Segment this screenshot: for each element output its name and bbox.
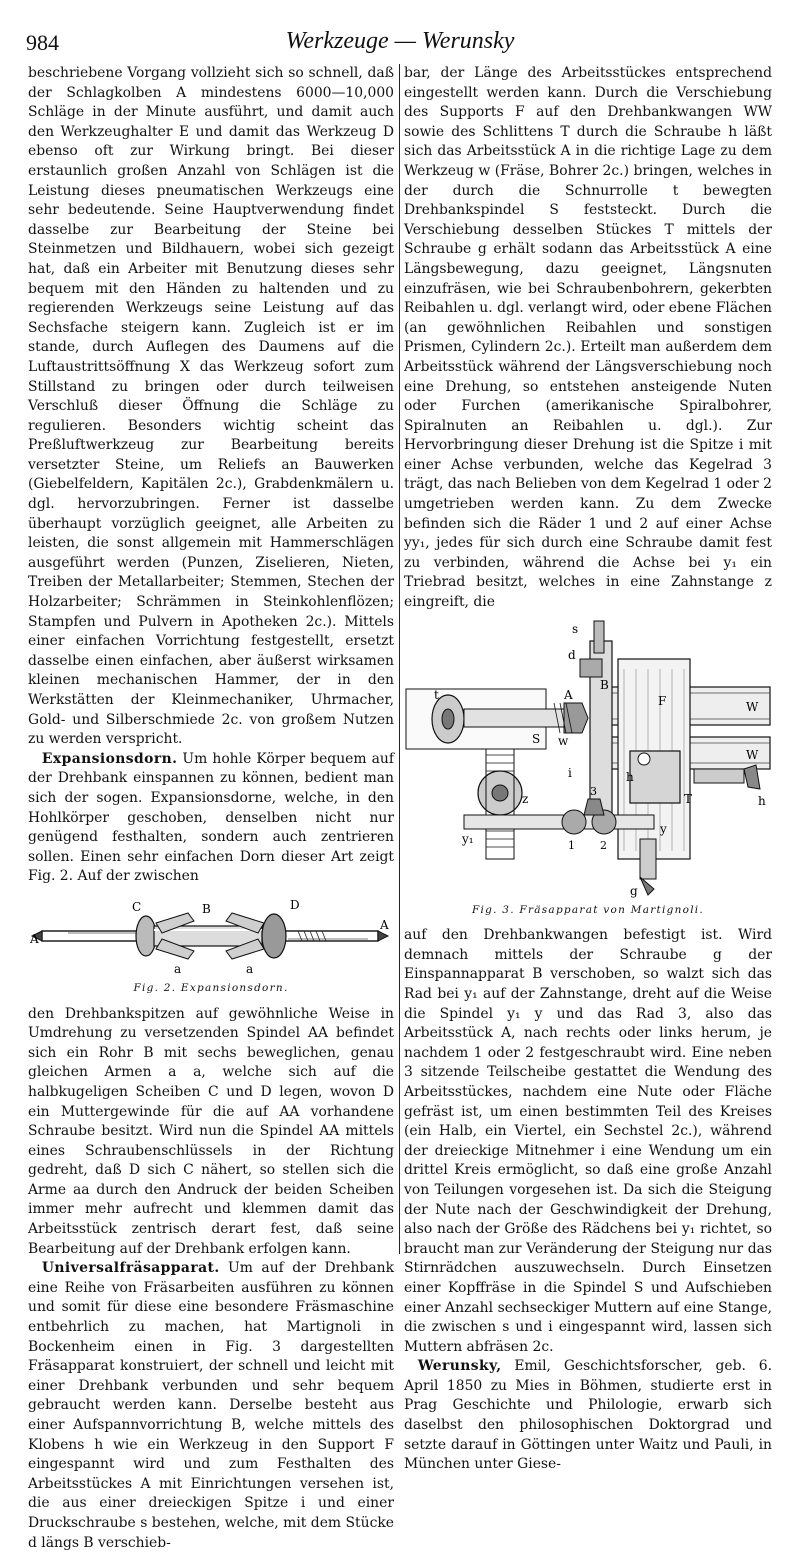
fig3-caption: Fig. 3. Fräsapparat von Martignoli.: [471, 903, 705, 916]
paragraph-spindel: den Drehbankspitzen auf gewöhnliche Weise in Umdrehung zu versetzenden Spindel AA befindet sich ein Rohr B mit sechs beweglichen, genau gleichen Armen a a, welche sich auf die halbkugeligen Scheiben C und D legen, wovon D ein Muttergewinde für die auf AA vorhandene Schraube besitzt. Wird nun die Spindel AA mittels eines Schraubenschlüssels in der Richtung gedreht, daß D sich C nähert, so stellen sich die Arme aa durch den Andruck der beiden Scheiben immer mehr aufrecht und klemmen damit das Arbeitsstück zentrisch derart fest, daß seine Bearbeitung auf der Drehbank erfolgen kann.: [28, 1005, 394, 1257]
fig3-label-B: B: [600, 677, 609, 692]
fig3-label-y: y: [660, 821, 667, 836]
fig2-label-a-left: a: [174, 961, 182, 976]
paragraph-universalfraesapparat: [28, 1259, 394, 1553]
fig2-label-a-right: a: [246, 961, 254, 976]
running-title: Werkzeuge — Werunsky: [285, 28, 515, 54]
fig3-label-h2: h: [758, 793, 766, 808]
fig2-caption: Fig. 2. Expansionsdorn.: [133, 981, 289, 994]
fig3-label-1: 1: [568, 838, 575, 852]
fig3-label-s: s: [572, 621, 579, 636]
fig3-label-y1: y₁: [462, 831, 474, 846]
fig3-label-w: w: [558, 733, 569, 748]
figure-3: [404, 619, 772, 921]
fig3-label-d: d: [568, 647, 576, 662]
fraesapparat-illustration: [404, 619, 772, 899]
expansionsdorn-illustration: [28, 893, 394, 977]
page-number: 984: [26, 30, 59, 55]
fig3-label-S: S: [532, 731, 541, 746]
entry-heading-werunsky: Werunsky,: [417, 1358, 502, 1375]
right-column: [404, 64, 772, 1473]
fig3-label-i: i: [568, 765, 572, 780]
paragraph-text: Um hohle Körper bequem auf der Drehbank einspannen zu können, bedient man sich der sogen. Expansionsdorne, welche, in den Hohlkörper geschoben, denselben nicht nur genügend festhalten, sondern auch zentrieren sollen. Einen sehr einfachen Dorn dieser Art zeigt Fig. 2. Auf der zwischen: [28, 750, 394, 885]
fig3-label-h1: h: [626, 769, 634, 784]
paragraph-text: Um auf der Drehbank eine Reihe von Fräsarbeiten ausführen zu können und somit für diese eine besondere Fräsmaschine entbehrlich zu machen, hat Martignoli in Bockenheim einen in Fig. 3 dargestellten Fräsapparat konstruiert, der schnell und leicht mit einer Drehbank verbunden und sehr bequem gebraucht werden kann. Derselbe besteht aus einer Aufspannvorrichtung B, welche mittels des Klobens h wie ein Werkzeug in den Support F eingespannt wird und zum Festhalten des Arbeitsstückes A mit Einrichtungen versehen ist, die aus einer dreieckigen Spitze i und einer Druckschraube s bestehen, welche, mit dem Stücke d längs B verschieb-: [28, 1260, 394, 1551]
paragraph-expansionsdorn: [28, 750, 394, 887]
paragraph-werunsky: [404, 1357, 772, 1475]
paragraph-drehbankwangen: auf den Drehbankwangen befestigt ist. Wird demnach mittels der Schraube g der Einspannapparat B verschoben, so walzt sich das Rad bei y₁ auf der Zahnstange, dreht auf die Weise die Spindel y₁ y und das Rad 3, also das Arbeitsstück A, nach rechts oder links herum, je nachdem 1 oder 2 festgeschraubt wird. Eine neben 3 sitzende Teilscheibe gestattet die Wendung des Arbeitsstückes, nachdem eine Nute oder Fläche gefräst ist, um einen bestimmten Teil des Kreises (ein Halb, ein Viertel, ein Sechstel 2c.), während der dreieckige Mitnehmer i eine Wendung um ein drittel Kreis ermöglicht, so daß eine große Anzahl von Teilungen vorgesehen ist. Da sich die Steigung der Nute nach der Geschwindigkeit der Drehung, also nach der Größe des Rädchens bei y₁ richtet, so braucht man zur Veränderung der Steigung nur das Stirnrädchen auszuwechseln. Durch Einsetzen einer Kopffräse in die Spindel S und Aufschieben einer Anzahl sechseckiger Muttern auf eine Stange, die zwischen s und i eingespannt wird, lassen sich Muttern abfräsen 2c.: [404, 927, 772, 1355]
fig3-label-T: T: [684, 791, 693, 806]
figure-2: [28, 893, 394, 999]
fig3-label-z: z: [522, 791, 529, 806]
paragraph-text: Emil, Geschichtsforscher, geb. 6. April 1850 zu Mies in Böhmen, studierte erst in Prag Geschichte und Philologie, erwarb sich daselbst den philosophischen Doktorgrad und setzte darauf in Göttingen unter Waitz und Pauli, in München unter Giese-: [404, 1358, 772, 1473]
fig3-label-2: 2: [600, 838, 607, 852]
fig2-label-A-left: A: [30, 931, 39, 946]
fig3-label-F: F: [658, 693, 667, 708]
paragraph-fraesapparat-cont: bar, der Länge des Arbeitsstückes entsprechend eingestellt werden kann. Durch die Verschiebung des Supports F auf den Drehbankwangen WW sowie des Schlittens T durch die Schraube h läßt sich das Arbeitsstück A in die richtige Lage zu dem Werkzeug w (Fräse, Bohrer 2c.) bringen, welches in der durch die Schnurrolle t bewegten Drehbankspindel S feststeckt. Durch die Verschiebung desselben Stückes T mittels der Schraube g erhält sodann das Arbeitsstück A eine Längsbewegung, dazu geeignet, Längsnuten einzufräsen, wie bei Schraubenbohrern, gekerbten Reibahlen u. dgl. verlangt wird, oder ebene Flächen (an gewöhnlichen Reibahlen und sonstigen Prismen, Cylindern 2c.). Erteilt man außerdem dem Arbeitsstück während der Längsverschiebung noch eine Drehung, so entstehen ansteigende Nuten oder Furchen (amerikanische Spiralbohrer, Spiralnuten an Reibahlen u. dgl.). Zur Hervorbringung dieser Drehung ist die Spitze i mit einer Achse verbunden, welche das Kegelrad 3 trägt, das nach Belieben von dem Kegelrad 1 oder 2 umgetrieben werden kann. Zu dem Zwecke befinden sich die Räder 1 und 2 auf einer Achse yy₁, jedes für sich durch eine Schraube damit fest zu verbinden, während die Achse bei y₁ ein Triebrad besitzt, welches in eine Zahnstange z eingreift, die: [404, 65, 772, 611]
fig2-label-A-right: A: [380, 917, 389, 932]
page-header: [0, 20, 800, 60]
paragraph-pneumatic-tool: beschriebene Vorgang vollzieht sich so schnell, daß der Schlagkolben A mindestens 6000—10,000 Schläge in der Minute ausführt, und damit auch den Werkzeughalter E und damit das Werkzeug D ebenso oft zur Wirkung bringt. Bei dieser erstaunlich großen Anzahl von Schlägen ist die Leistung dieses pneumatischen Werkzeugs eine sehr bedeutende. Seine Hauptverwendung findet dasselbe zur Bearbeitung der Steine bei Steinmetzen und Bildhauern, wobei sich gezeigt hat, daß ein Arbeiter mit Benutzung dieses sehr bequem mit den Händen zu haltenden und zu regierenden Werkzeugs seine Leistung auf das Sechsfache steigern kann. Zugleich ist er im stande, durch Auflegen des Daumens auf die Luftaustrittsöffnung X das Werkzeug sofort zum Stillstand zu bringen oder durch teilweisen Verschluß dieser Öffnung die Schläge zu regulieren. Besonders wichtig scheint das Preßluftwerkzeug zur Bearbeitung bereits versetzter Steine, um Reliefs an Bauwerken (Giebelfeldern, Kapitälen 2c.), Grabdenkmälern u. dgl. hervorzubringen. Ferner ist dasselbe überhaupt vorzüglich geeignet, alle Arbeiten zu leisten, die sonst allgemein mit Hammerschlägen ausgeführt werden (Punzen, Ziselieren, Nieten, Treiben der Metallarbeiter; Stemmen, Stechen der Holzarbeiter; Schrämmen in Steinkohlenflözen; Stampfen und Pulvern in Apotheken 2c.). Mittels einer einfachen Vorrichtung festgestellt, ersetzt dasselbe einen einfachen, aber äußerst wirksamen kleinen mechanischen Hammer, der in den Werkstätten der Kleinmechaniker, Uhrmacher, Gold- und Silberschmiede 2c. von großem Nutzen zu werden verspricht.: [28, 65, 394, 748]
fig2-label-D: D: [290, 897, 300, 912]
column-divider: [399, 64, 400, 1254]
left-column: [28, 64, 394, 1551]
fig3-label-W-top: W: [746, 699, 759, 714]
fig3-label-A: A: [564, 687, 573, 702]
fig2-label-B: B: [202, 901, 211, 916]
fig2-label-C: C: [132, 899, 142, 914]
fig3-label-t: t: [434, 687, 439, 702]
fig3-label-3: 3: [590, 784, 597, 798]
entry-heading-universalfraesapparat: Universalfräsapparat.: [41, 1260, 220, 1277]
fig3-label-W-bottom: W: [746, 747, 759, 762]
fig3-label-g: g: [630, 883, 638, 898]
entry-heading-expansionsdorn: Expansionsdorn.: [41, 750, 178, 767]
